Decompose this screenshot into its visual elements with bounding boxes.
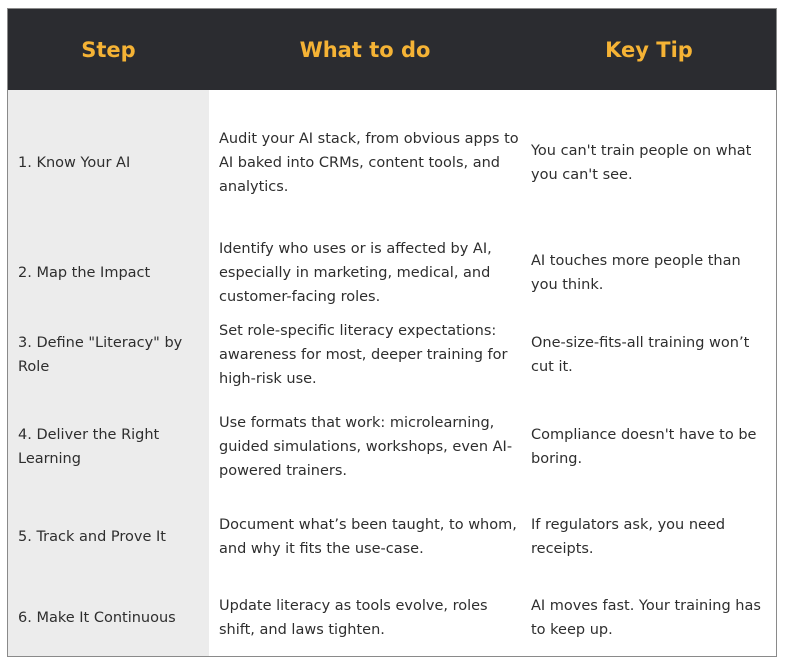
tip-cell: If regulators ask, you need receipts. (531, 516, 726, 557)
header-key-tip: Key Tip (605, 37, 693, 62)
tip-cell: AI touches more people than you think. (531, 253, 741, 293)
table-row (8, 578, 776, 657)
table-row (8, 495, 776, 578)
what-cell: Audit your AI stack, from obvious apps to AI baked into CRMs, content tools, and analytics. (219, 130, 519, 195)
tip-cell: AI moves fast. Your training has to keep up. (531, 598, 761, 638)
table-row (8, 90, 776, 235)
steps-table (7, 8, 777, 657)
tip-cell: Compliance doesn't have to be boring. (531, 427, 757, 467)
header-step: Step (81, 37, 136, 62)
tip-cell: You can't train people on what you can't see. (531, 142, 752, 183)
table-row (8, 399, 776, 495)
step-cell: 1. Know Your AI (18, 154, 131, 171)
step-cell: 5. Track and Prove It (18, 528, 166, 545)
tip-cell: One-size-fits-all training won’t cut it. (531, 335, 750, 375)
what-cell: Identify who uses or is affected by AI, especially in marketing, medical, and customer-facing roles. (219, 241, 492, 305)
table-body (8, 90, 776, 656)
what-cell: Document what’s been taught, to whom, and why it fits the use-case. (219, 516, 517, 557)
step-cell: 4. Deliver the Right Learning (18, 427, 160, 467)
what-cell: Use formats that work: microlearning, guided simulations, workshops, even AI-powered trainers. (219, 415, 513, 479)
step-cell: 6. Make It Continuous (18, 610, 176, 626)
step-cell: 3. Define "Literacy" by Role (18, 335, 183, 375)
header-what-to-do: What to do (299, 37, 431, 62)
step-cell: 2. Map the Impact (18, 265, 151, 281)
table-header (8, 9, 776, 90)
what-cell: Set role-specific literacy expectations: awareness for most, deeper training for high-risk use. (219, 323, 508, 387)
what-cell: Update literacy as tools evolve, roles shift, and laws tighten. (219, 598, 488, 638)
table-row (8, 235, 776, 311)
table-row (8, 311, 776, 399)
